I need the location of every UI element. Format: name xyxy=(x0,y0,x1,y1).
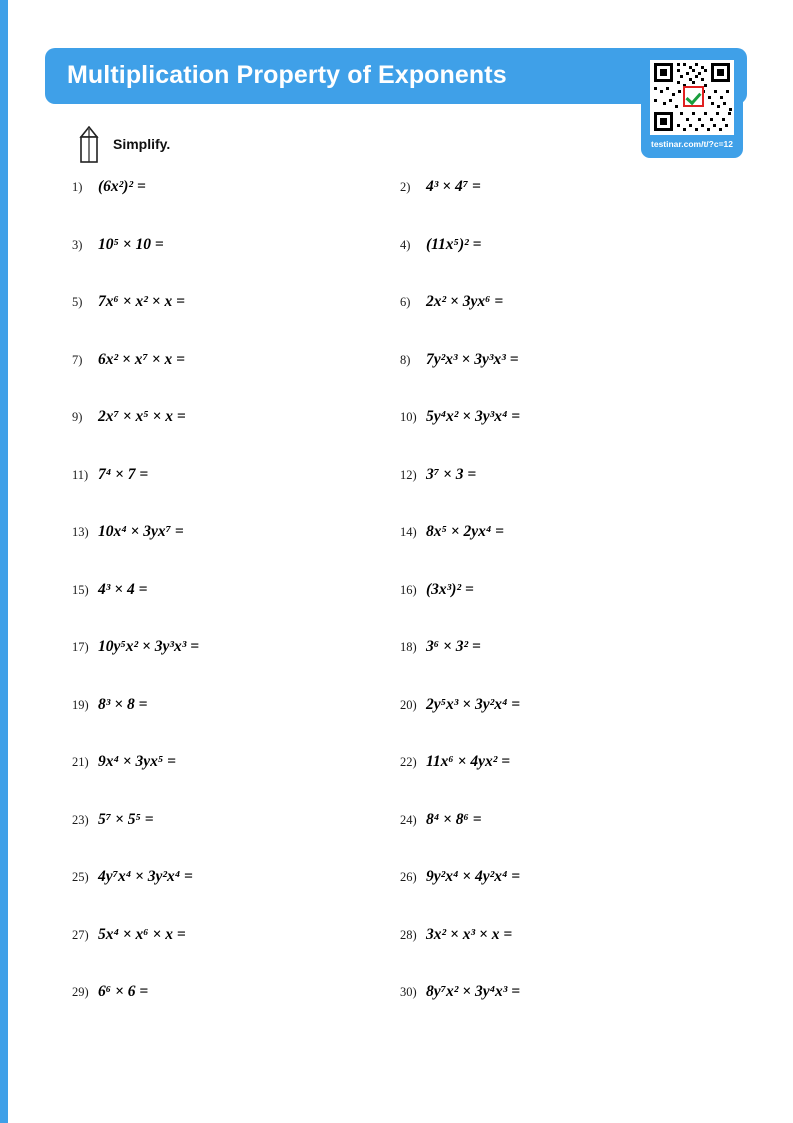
problem-item xyxy=(72,926,186,944)
problem-expression: (11x⁵)² = xyxy=(426,235,482,253)
problem-number: 22) xyxy=(400,755,417,769)
problem-expression: 4³ × 4⁷ = xyxy=(426,178,481,195)
problem-number: 20) xyxy=(400,697,417,712)
problem-row xyxy=(0,811,793,869)
problem-item xyxy=(400,696,520,714)
problem-number: 17) xyxy=(72,640,89,654)
qr-code-card[interactable] xyxy=(641,53,743,158)
problem-number: 21) xyxy=(72,755,89,769)
problem-row xyxy=(0,523,793,581)
problem-list xyxy=(0,178,793,1041)
problem-item xyxy=(400,983,520,1001)
problem-number: 16) xyxy=(400,582,417,597)
problem-expression: 5y⁴x² × 3y³x⁴ = xyxy=(426,408,521,425)
problem-row xyxy=(0,408,793,466)
problem-number: 13) xyxy=(72,525,89,539)
problem-row xyxy=(0,638,793,696)
problem-item xyxy=(72,581,147,599)
qr-code-icon xyxy=(650,60,734,135)
problem-expression: 8y⁷x² × 3y⁴x³ = xyxy=(426,983,521,1000)
problem-number: 12) xyxy=(400,467,417,482)
problem-expression: 11x⁶ × 4yx² = xyxy=(426,753,511,770)
problem-item xyxy=(400,581,474,599)
problem-number: 2) xyxy=(400,180,411,194)
problem-row xyxy=(0,868,793,926)
problem-row xyxy=(0,983,793,1041)
problem-number: 29) xyxy=(72,985,89,999)
problem-expression: 9y²x⁴ × 4y²x⁴ = xyxy=(426,868,521,885)
problem-item xyxy=(400,926,512,944)
problem-item xyxy=(72,408,186,426)
problem-number: 6) xyxy=(400,295,411,309)
problem-item xyxy=(400,868,520,886)
problem-expression: 10⁵ × 10 = xyxy=(98,235,164,253)
problem-item xyxy=(400,753,510,771)
problem-expression: (6x²)² = xyxy=(98,178,146,195)
problem-number: 26) xyxy=(400,870,417,884)
problem-expression: 7y²x³ × 3y³x³ = xyxy=(426,350,519,368)
problem-row xyxy=(0,293,793,351)
problem-number: 23) xyxy=(72,812,89,827)
problem-row xyxy=(0,926,793,984)
problem-expression: (3x³)² = xyxy=(426,580,474,598)
problem-item xyxy=(72,983,148,1001)
problem-item xyxy=(72,293,185,311)
problem-number: 10) xyxy=(400,410,417,424)
pencil-icon xyxy=(78,126,100,164)
problem-row xyxy=(0,351,793,409)
problem-number: 8) xyxy=(400,352,411,367)
problem-expression: 10y⁵x² × 3y³x³ = xyxy=(98,638,200,655)
problem-number: 15) xyxy=(72,582,89,597)
problem-expression: 3⁷ × 3 = xyxy=(426,465,477,483)
problem-number: 14) xyxy=(400,525,417,539)
problem-expression: 2x² × 3yx⁶ = xyxy=(426,293,504,310)
problem-expression: 8⁴ × 8⁶ = xyxy=(426,810,482,828)
problem-row xyxy=(0,466,793,524)
problem-row xyxy=(0,581,793,639)
problem-item xyxy=(400,351,519,369)
problem-expression: 3⁶ × 3² = xyxy=(426,638,481,655)
problem-item xyxy=(72,236,164,254)
problem-row xyxy=(0,753,793,811)
problem-item xyxy=(72,811,154,829)
problem-item xyxy=(72,868,193,886)
problem-item xyxy=(72,523,184,541)
problem-item xyxy=(72,178,146,196)
problem-expression: 7⁴ × 7 = xyxy=(98,465,149,483)
problem-number: 11) xyxy=(72,467,89,482)
problem-number: 27) xyxy=(72,927,89,942)
problem-row xyxy=(0,236,793,294)
qr-url-label: testinar.com/t/?c=12 xyxy=(651,139,733,149)
problem-item xyxy=(400,466,476,484)
problem-number: 5) xyxy=(72,295,83,309)
problem-expression: 7x⁶ × x² × x = xyxy=(98,293,185,310)
problem-item xyxy=(400,811,482,829)
problem-number: 28) xyxy=(400,927,417,942)
problem-number: 3) xyxy=(72,237,83,252)
problem-item xyxy=(400,408,520,426)
problem-item xyxy=(400,293,503,311)
problem-expression: 5x⁴ × x⁶ × x = xyxy=(98,925,186,943)
problem-expression: 4y⁷x⁴ × 3y²x⁴ = xyxy=(98,868,193,885)
problem-row xyxy=(0,178,793,236)
problem-item xyxy=(72,351,185,369)
problem-item xyxy=(72,753,176,771)
problem-row xyxy=(0,696,793,754)
problem-expression: 4³ × 4 = xyxy=(98,580,148,598)
problem-item xyxy=(400,178,481,196)
problem-expression: 9x⁴ × 3yx⁵ = xyxy=(98,753,176,770)
problem-item xyxy=(72,638,199,656)
problem-number: 19) xyxy=(72,697,89,712)
problem-number: 1) xyxy=(72,180,83,194)
problem-item xyxy=(72,466,148,484)
problem-number: 4) xyxy=(400,237,411,252)
problem-number: 30) xyxy=(400,985,417,999)
problem-item xyxy=(72,696,147,714)
instruction-label: Simplify. xyxy=(113,136,171,152)
problem-expression: 8x⁵ × 2yx⁴ = xyxy=(426,523,504,540)
problem-number: 18) xyxy=(400,640,417,654)
problem-expression: 3x² × x³ × x = xyxy=(426,925,513,943)
problem-expression: 6⁶ × 6 = xyxy=(98,983,149,1000)
problem-item xyxy=(400,638,481,656)
problem-number: 24) xyxy=(400,812,417,827)
page-title: Multiplication Property of Exponents xyxy=(67,61,507,89)
green-check-icon xyxy=(683,86,704,107)
problem-expression: 2y⁵x³ × 3y²x⁴ = xyxy=(426,695,521,713)
problem-item xyxy=(400,523,504,541)
problem-expression: 8³ × 8 = xyxy=(98,695,148,713)
problem-expression: 10x⁴ × 3yx⁷ = xyxy=(98,523,184,540)
problem-number: 7) xyxy=(72,352,83,367)
problem-number: 9) xyxy=(72,410,83,424)
problem-item xyxy=(400,236,481,254)
problem-expression: 5⁷ × 5⁵ = xyxy=(98,810,154,828)
problem-number: 25) xyxy=(72,870,89,884)
problem-expression: 6x² × x⁷ × x = xyxy=(98,350,185,368)
problem-expression: 2x⁷ × x⁵ × x = xyxy=(98,408,186,425)
